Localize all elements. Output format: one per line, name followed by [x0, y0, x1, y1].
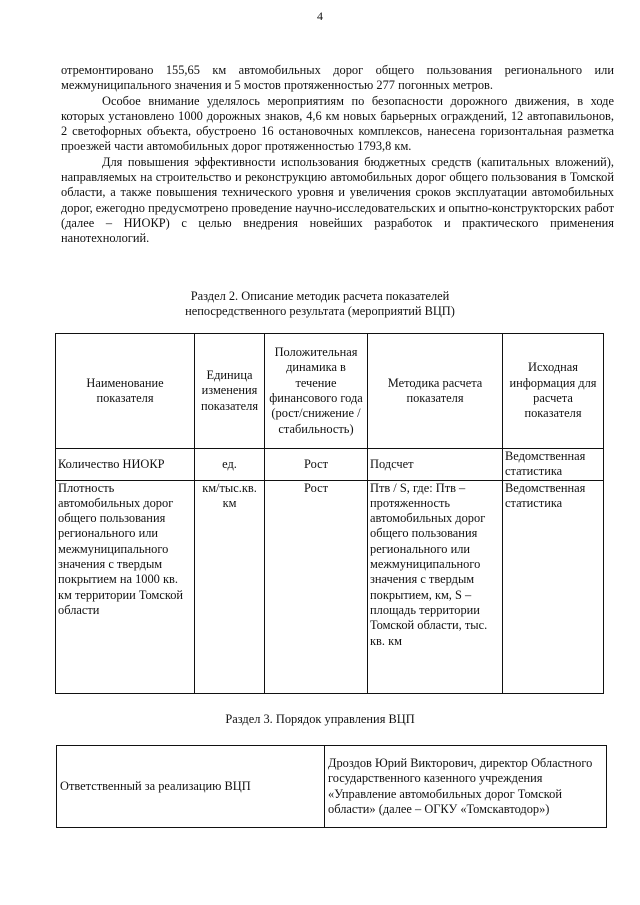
- header-dynamics: Положительная динамика в течение финансового года (рост/снижение /стабильность): [265, 334, 368, 449]
- page-number: 4: [317, 9, 323, 23]
- management-table: [56, 745, 607, 828]
- table-row: [56, 480, 604, 693]
- cell-source: Ведомственная статистика: [503, 480, 604, 693]
- responsible-label: Ответственный за реализацию ВЦП: [57, 746, 325, 828]
- header-unit: Единица изменения показателя: [195, 334, 265, 449]
- indicator-methods-table: [55, 333, 604, 694]
- table-row: [57, 746, 607, 828]
- cell-method: Подсчет: [368, 449, 503, 481]
- section-2-title: [0, 289, 640, 320]
- cell-dynamics: Рост: [265, 480, 368, 693]
- cell-unit: ед.: [195, 449, 265, 481]
- cell-name: Плотность автомобильных дорог общего пользования регионального или межмуниципального значения с твердым покрытием на 1000 кв. км территории Томской области: [56, 480, 195, 693]
- intro-text: [61, 63, 614, 247]
- responsible-value: Дроздов Юрий Викторович, директор Областного государственного казенного учреждения «Управление автомобильных дорог Томской области» (далее – ОГКУ «Томскавтодор»): [325, 746, 607, 828]
- intro-paragraph-1: отремонтировано 155,65 км автомобильных дорог общего пользования регионального или межмуниципального значения и 5 мостов протяженностью 277 погонных метров.: [61, 63, 614, 93]
- intro-paragraph-3: Для повышения эффективности использования бюджетных средств (капитальных вложений), направляемых на строительство и реконструкцию автомобильных дорог общего пользования в Томской области, а также повышения технического уровня и увеличения сроков эксплуатации автомобильных дорог, ежегодно предусмотрено проведение научно-исследовательских и опытно-конструкторских работ (далее – НИОКР) с целью внедрения новейших разработок и практического применения нанотехнологий.: [61, 154, 614, 246]
- section-2-title-line-1: Раздел 2. Описание методик расчета показателей: [190, 289, 450, 303]
- cell-unit: км/тыс.кв. км: [195, 480, 265, 693]
- section-2-title-line-2: непосредственного результата (мероприятий ВЦП): [185, 304, 455, 319]
- intro-paragraph-2: Особое внимание уделялось мероприятиям по безопасности дорожного движения, в ходе которых установлено 1000 дорожных знаков, 4,6 км новых барьерных ограждений, 12 автопавильонов, 2 светофорных объекта, обустроено 16 остановочных комплексов, нанесена горизонтальная разметка проезжей части автомобильных дорог протяженностью 1793,8 км.: [61, 93, 614, 154]
- cell-method: Птв / S, где: Птв – протяженность автомобильных дорог общего пользования регионального или межмуниципального значения с твердым покрытием, км, S – площадь территории Томской области, тыс. кв. км: [368, 480, 503, 693]
- cell-source: Ведомственная статистика: [503, 449, 604, 481]
- table-header-row: [56, 334, 604, 449]
- table-row: [56, 449, 604, 481]
- cell-dynamics: Рост: [265, 449, 368, 481]
- header-source: Исходная информация для расчета показателя: [503, 334, 604, 449]
- cell-name: Количество НИОКР: [56, 449, 195, 481]
- header-method: Методика расчета показателя: [368, 334, 503, 449]
- header-indicator-name: Наименование показателя: [56, 334, 195, 449]
- section-3-title: Раздел 3. Порядок управления ВЦП: [225, 712, 415, 726]
